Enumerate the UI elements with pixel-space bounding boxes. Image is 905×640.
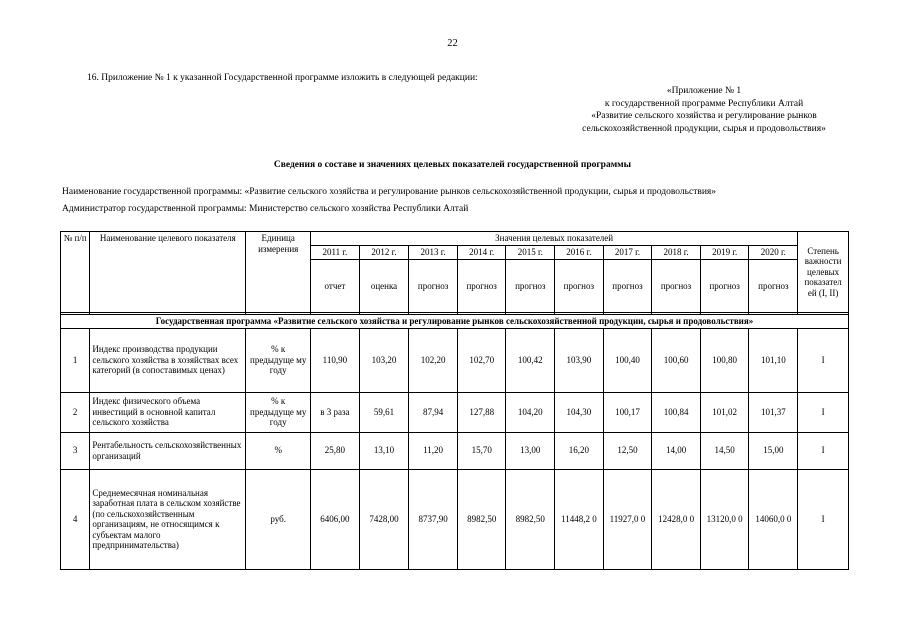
value-type-header: прогноз [555,260,604,313]
indicator-name: Индекс физического объема инвестиций в основной капитал сельского хозяйства [90,392,246,432]
header-unit: Единица измерения [246,232,311,313]
indicator-value: 13,00 [506,432,555,469]
indicator-value: 13,10 [359,432,409,469]
value-type-header: прогноз [749,260,798,313]
indicator-value: 25,80 [311,432,360,469]
appendix-line: «Развитие сельского хозяйства и регулирование рынков [591,111,817,121]
header-values-group: Значения целевых показателей [311,232,798,246]
unit-of-measure: % к предыдуще му году [246,328,311,392]
indicator-value: 100,40 [603,328,652,392]
value-type-header: оценка [359,260,409,313]
indicator-value: 8982,50 [506,469,555,569]
indicator-value: 101,02 [700,392,749,432]
value-type-header: прогноз [700,260,749,313]
indicator-value: 13120,0 0 [700,469,749,569]
table-row [61,328,849,392]
year-header: 2011 г. [311,246,360,260]
unit-of-measure: % [246,432,311,469]
indicator-value: 104,30 [555,392,604,432]
indicator-value: 101,37 [749,392,798,432]
section-heading: Сведения о составе и значениях целевых показателей государственной программы [273,160,632,170]
indicator-value: 6406,00 [311,469,360,569]
indicator-value: 110,90 [311,328,360,392]
appendix-line: сельскохозяйственной продукции, сырья и продовольствия» [582,123,826,134]
indicator-name: Индекс производства продукции сельского хозяйства в хозяйствах всех категорий (в сопоставимых ценах) [90,328,246,392]
amendment-paragraph: 16. Приложение № 1 к указанной Государственной программе изложить в следующей редакции: [87,73,478,83]
indicator-value: 101,10 [749,328,798,392]
year-header: 2016 г. [555,246,604,260]
row-number: 3 [61,432,90,469]
value-type-header: прогноз [603,260,652,313]
indicator-value: 127,88 [457,392,506,432]
indicator-value: 11448,2 0 [555,469,604,569]
indicator-value: 102,20 [409,328,458,392]
indicator-value: 59,61 [359,392,409,432]
value-type-header: прогноз [457,260,506,313]
indicator-value: 11,20 [409,432,458,469]
importance-degree: I [798,432,849,469]
appendix-reference [545,85,863,135]
unit-of-measure: руб. [246,469,311,569]
importance-degree: I [798,392,849,432]
indicator-value: 14,00 [652,432,701,469]
importance-degree: I [798,469,849,569]
value-type-header: прогноз [506,260,555,313]
indicator-value: 15,70 [457,432,506,469]
indicator-value: 12,50 [603,432,652,469]
year-header: 2012 г. [359,246,409,260]
indicator-value: 15,00 [749,432,798,469]
indicator-value: 11927,0 0 [603,469,652,569]
year-header: 2015 г. [506,246,555,260]
appendix-line: «Приложение № 1 [666,86,742,96]
header-importance: Степень важности целевых показател ей (I, II) [798,232,849,313]
indicator-value: 14060,0 0 [749,469,798,569]
indicator-value: 103,90 [555,328,604,392]
header-name: Наименование целевого показателя [90,232,246,313]
importance-degree: I [798,328,849,392]
year-header: 2019 г. [700,246,749,260]
table-row [61,432,849,469]
table-row [61,392,849,432]
year-header: 2018 г. [652,246,701,260]
indicator-value: 100,84 [652,392,701,432]
indicator-value: 100,17 [603,392,652,432]
indicator-value: 8982,50 [457,469,506,569]
unit-of-measure: % к предыдуще му году [246,392,311,432]
year-header: 2013 г. [409,246,458,260]
table-row [61,469,849,569]
header-num: № п/п [61,232,90,313]
indicators-table [60,231,849,570]
program-row: Государственная программа «Развитие сельского хозяйства и регулирование рынков сельскохозяйственной продукции, сырья и продовольствия» [61,315,849,329]
value-type-header: прогноз [409,260,458,313]
indicator-value: 100,42 [506,328,555,392]
value-type-header: отчет [311,260,360,313]
row-number: 1 [61,328,90,392]
indicator-value: 87,94 [409,392,458,432]
administrator-line: Администратор государственной программы: Министерство сельского хозяйства Республики Алтай [62,204,469,214]
year-header: 2014 г. [457,246,506,260]
appendix-line: к государственной программе Республики Алтай [604,98,804,109]
indicator-name: Рентабельность сельскохозяйственных организаций [90,432,246,469]
indicator-value: 14,50 [700,432,749,469]
value-type-header: прогноз [652,260,701,313]
indicator-value: 100,80 [700,328,749,392]
row-number: 4 [61,469,90,569]
page-number: 22 [447,38,458,49]
indicator-value: 16,20 [555,432,604,469]
year-header: 2017 г. [603,246,652,260]
indicator-value: 12428,0 0 [652,469,701,569]
program-name-line: Наименование государственной программы: «Развитие сельского хозяйства и регулирование рынков сельскохозяйственной продукции, сырья и продовольствия» [62,187,717,197]
year-header: 2020 г. [749,246,798,260]
indicator-value: 102,70 [457,328,506,392]
indicator-value: 100,60 [652,328,701,392]
row-number: 2 [61,392,90,432]
indicator-value: 7428,00 [359,469,409,569]
indicator-value: 104,20 [506,392,555,432]
indicator-value: в 3 раза [311,392,360,432]
indicator-value: 8737,90 [409,469,458,569]
indicator-name: Среднемесячная номинальная заработная плата в сельском хозяйстве (по сельскохозяйственным организациям, не относящимся к субъектам малого предпринимательства) [90,469,246,569]
indicator-value: 103,20 [359,328,409,392]
